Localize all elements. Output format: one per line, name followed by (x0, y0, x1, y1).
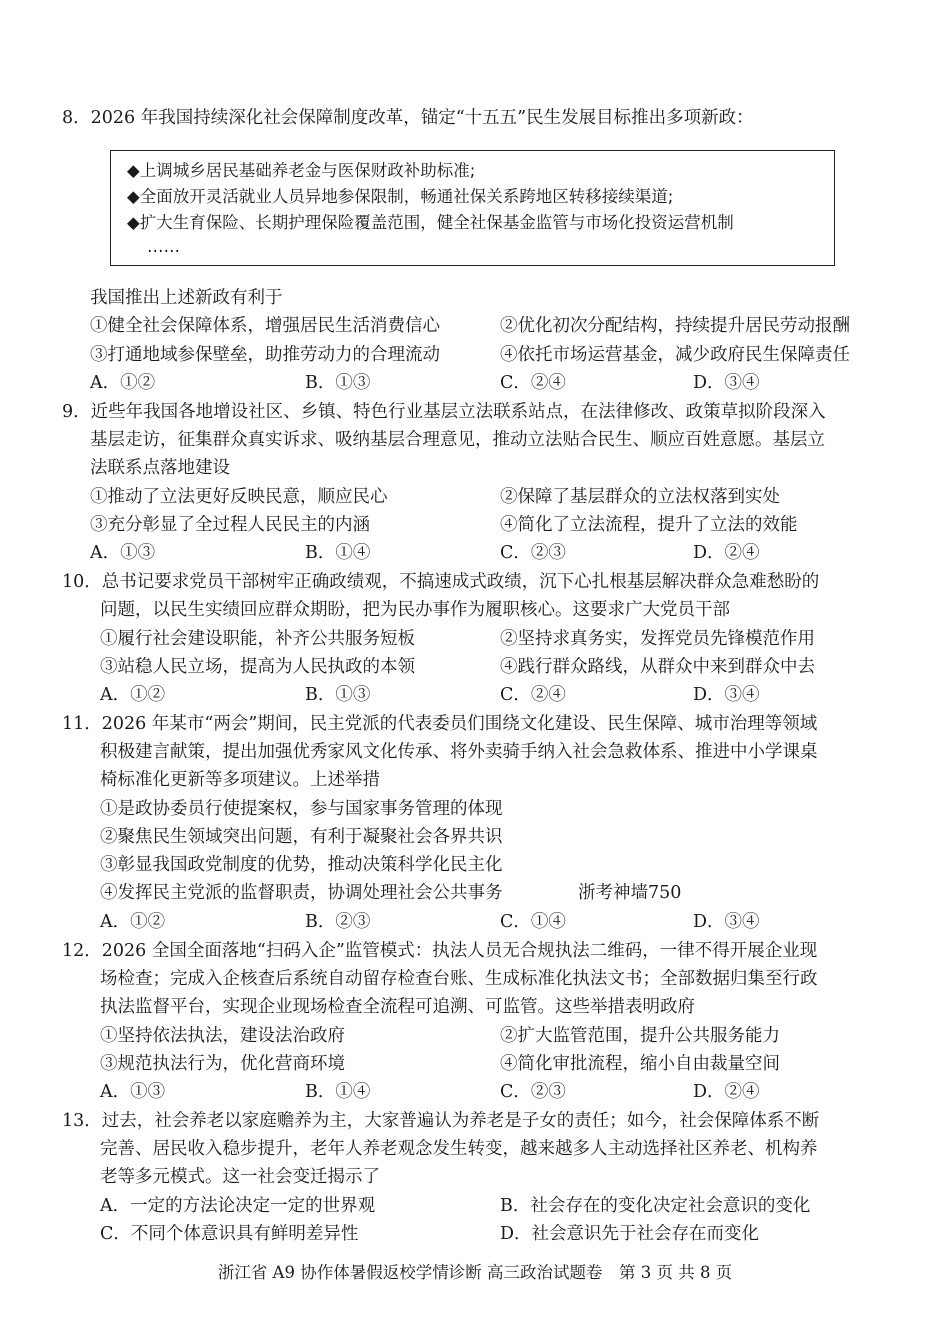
q8-option-a[interactable]: A．①② (90, 373, 156, 393)
watermark-text: 浙考神墙750 (578, 883, 682, 903)
q13-stem-line-3: 老等多元模式。这一社会变迁揭示了 (100, 1167, 380, 1187)
q10-item-2: ②坚持求真务实，发挥党员先锋模范作用 (500, 629, 815, 649)
q11-option-c[interactable]: C．①④ (500, 912, 566, 932)
q8-item-2: ②优化初次分配结构，持续提升居民劳动报酬 (500, 316, 850, 336)
q10-option-c[interactable]: C．②④ (500, 685, 566, 705)
q11-item-3: ③彰显我国政党制度的优势，推动决策科学化民主化 (100, 855, 503, 875)
q9-item-4: ④简化了立法流程，提升了立法的效能 (500, 515, 798, 535)
q12-option-d[interactable]: D．②④ (693, 1082, 760, 1102)
q10-stem-line-1: 10．总书记要求党员干部树牢正确政绩观，不搞速成式政绩，沉下心扎根基层解决群众急难愁盼的 (62, 572, 820, 592)
q12-stem-line-3: 执法监督平台，实现企业现场检查全流程可追溯、可监管。这些举措表明政府 (100, 997, 695, 1017)
q11-stem-line-3: 椅标准化更新等多项建议。上述举措 (100, 770, 380, 790)
q10-item-4: ④践行群众路线，从群众中来到群众中去 (500, 657, 815, 677)
q11-stem-line-2: 积极建言献策，提出加强优秀家风文化传承、将外卖骑手纳入社会急救体系、推进中小学课桌 (100, 742, 818, 762)
q9-item-1: ①推动了立法更好反映民意，顺应民心 (90, 487, 388, 507)
q10-item-3: ③站稳人民立场，提高为人民执政的本领 (100, 657, 415, 677)
q8-option-b[interactable]: B．①③ (305, 373, 371, 393)
q9-stem-line-3: 法联系点落地建设 (90, 458, 230, 478)
q12-option-a[interactable]: A．①③ (100, 1082, 166, 1102)
q13-option-d[interactable]: D．社会意识先于社会存在而变化 (500, 1224, 760, 1244)
q9-item-2: ②保障了基层群众的立法权落到实处 (500, 487, 780, 507)
q8-material-box (110, 150, 835, 266)
q13-option-a[interactable]: A．一定的方法论决定一定的世界观 (100, 1196, 376, 1216)
q12-stem-line-2: 场检查；完成入企核查后系统自动留存检查台账、生成标准化执法文书；全部数据归集至行政 (100, 969, 818, 989)
q9-option-a[interactable]: A．①③ (90, 543, 156, 563)
q9-option-c[interactable]: C．②③ (500, 543, 566, 563)
q10-option-d[interactable]: D．③④ (693, 685, 760, 705)
q9-option-b[interactable]: B．①④ (305, 543, 371, 563)
q8-option-d[interactable]: D．③④ (693, 373, 760, 393)
q8-item-3: ③打通地域参保壁垒，助推劳动力的合理流动 (90, 345, 440, 365)
q8-box-line-2: ◆全面放开灵活就业人员异地参保限制，畅通社保关系跨地区转移接续渠道; (127, 187, 674, 206)
q13-option-c[interactable]: C．不同个体意识具有鲜明差异性 (100, 1224, 359, 1244)
q10-item-1: ①履行社会建设职能，补齐公共服务短板 (100, 629, 415, 649)
q8-option-c[interactable]: C．②④ (500, 373, 566, 393)
q8-stem: 8．2026 年我国持续深化社会保障制度改革，锚定“十五五”民生发展目标推出多项新政： (62, 108, 754, 128)
q12-item-1: ①坚持依法执法，建设法治政府 (100, 1026, 345, 1046)
q12-option-c[interactable]: C．②③ (500, 1082, 566, 1102)
q8-box-line-3: ◆扩大生育保险、长期护理保险覆盖范围，健全社保基金监管与市场化投资运营机制 (127, 213, 734, 232)
q11-stem-line-1: 11．2026 年某市“两会”期间，民主党派的代表委员们围绕文化建设、民生保障、城市治理等领域 (62, 714, 818, 734)
q12-stem-line-1: 12．2026 全国全面落地“扫码入企”监管模式：执法人员无合规执法二维码，一律不得开展企业现 (62, 941, 818, 961)
q9-option-d[interactable]: D．②④ (693, 543, 760, 563)
q13-stem-line-2: 完善、居民收入稳步提升，老年人养老观念发生转变，越来越多人主动选择社区养老、机构养 (100, 1139, 818, 1159)
q10-option-b[interactable]: B．①③ (305, 685, 371, 705)
q9-item-3: ③充分彰显了全过程人民民主的内涵 (90, 515, 370, 535)
q12-item-2: ②扩大监管范围，提升公共服务能力 (500, 1026, 780, 1046)
q8-lead: 我国推出上述新政有利于 (90, 288, 283, 308)
q12-item-4: ④简化审批流程，缩小自由裁量空间 (500, 1054, 780, 1074)
q12-item-3: ③规范执法行为，优化营商环境 (100, 1054, 345, 1074)
page-footer: 浙江省 A9 协作体暑假返校学情诊断 高三政治试题卷 第 3 页 共 8 页 (217, 1263, 733, 1282)
q10-stem-line-2: 问题，以民生实绩回应群众期盼，把为民办事作为履职核心。这要求广大党员干部 (100, 600, 730, 620)
q11-item-4: ④发挥民主党派的监督职责，协调处理社会公共事务 (100, 883, 503, 903)
q11-option-d[interactable]: D．③④ (693, 912, 760, 932)
q13-option-b[interactable]: B．社会存在的变化决定社会意识的变化 (500, 1196, 811, 1216)
q8-item-4: ④依托市场运营基金，减少政府民生保障责任 (500, 345, 850, 365)
q8-box-line-4: …… (147, 237, 180, 256)
q8-box-line-1: ◆上调城乡居民基础养老金与医保财政补助标准; (127, 161, 476, 180)
q13-stem-line-1: 13．过去，社会养老以家庭赡养为主，大家普遍认为养老是子女的责任；如今，社会保障体系不断 (62, 1111, 820, 1131)
q12-option-b[interactable]: B．①④ (305, 1082, 371, 1102)
q9-stem-line-1: 9．近些年我国各地增设社区、乡镇、特色行业基层立法联系站点，在法律修改、政策草拟阶段深入 (62, 402, 826, 422)
q11-item-1: ①是政协委员行使提案权，参与国家事务管理的体现 (100, 799, 503, 819)
q8-item-1: ①健全社会保障体系，增强居民生活消费信心 (90, 316, 440, 336)
q11-option-a[interactable]: A．①② (100, 912, 166, 932)
q11-option-b[interactable]: B．②③ (305, 912, 371, 932)
q11-item-2: ②聚焦民生领域突出问题，有利于凝聚社会各界共识 (100, 827, 503, 847)
q9-stem-line-2: 基层走访，征集群众真实诉求、吸纳基层合理意见，推动立法贴合民生、顺应百姓意愿。基层立 (90, 430, 825, 450)
q10-option-a[interactable]: A．①② (100, 685, 166, 705)
